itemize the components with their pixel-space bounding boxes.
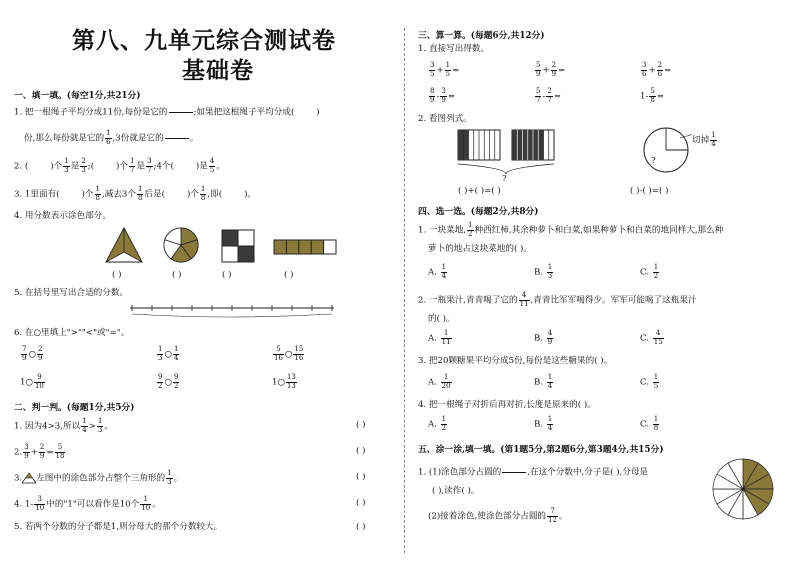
s4-q1-option-c[interactable]: C. $\frac{1}{2}$ <box>640 263 659 280</box>
section-3-heading: 三、算一算。(每题6分,共12分) <box>418 31 545 41</box>
fraction-blank[interactable] <box>165 130 189 146</box>
s3-q1: 1. 直接写出得数。 <box>418 44 490 54</box>
s1-q6: 6. 在○里填上">""<"或"="。 <box>14 328 130 338</box>
s2-q1-answer[interactable]: ( ) <box>356 420 366 430</box>
s2-q3: 3. 左图中的涂色部分占整个三角形的 $\frac{1}{3}$ 。 <box>14 469 183 486</box>
cut-label: 切掉 $\frac{1}{4}$ <box>692 131 716 148</box>
s4-q4: 4. 把一根绳子对折后再对折,长度是原来的( )。 <box>418 400 596 410</box>
q6-row2-a[interactable]: 1○ $\frac{9}{10}$ <box>20 373 44 390</box>
bar-left <box>458 130 500 160</box>
s5-q1-line2: ( ),读作( )。 <box>432 486 480 496</box>
s2-q2-answer[interactable]: ( ) <box>356 446 366 456</box>
calc-2[interactable]: $\frac{5}{9}$ + $\frac{2}{9}$ = <box>536 61 566 78</box>
s1-q4: 4. 用分数表示涂色部分。 <box>14 211 111 221</box>
q6-row1-b[interactable]: $\frac{1}{3}$ ○ $\frac{1}{4}$ <box>158 345 179 362</box>
rectangle-figure <box>274 240 336 254</box>
fraction-blank[interactable] <box>169 104 193 120</box>
s1-q3: 3. 1里面有( )个 $\frac{1}{8}$ ,减去3个 $\frac{1}{8}$ 后是( )个 $\frac{1}{8}$ ,即( )。 <box>14 185 257 202</box>
q4-answer-4[interactable]: ( ) <box>284 270 294 280</box>
s4-q4-option-c[interactable]: C. $\frac{1}{8}$ <box>640 415 659 432</box>
q4-answer-2[interactable]: ( ) <box>172 270 182 280</box>
s4-q1-line1: 1. 一块菜地, $\frac{1}{2}$ 种西红柿,其余种萝卜和白菜,如果种萝卜和白菜的地同样大,那么种 <box>418 221 724 238</box>
circle-figure <box>164 228 198 262</box>
s3-q2: 2. 看图列式。 <box>418 114 472 124</box>
s4-q2-line1: 2. 一瓶果汁,青青喝了它的 $\frac{4}{11}$ ,青青比军军喝得少。军军可能喝了这瓶果汁 <box>418 291 697 308</box>
s2-q3-answer[interactable]: ( ) <box>356 472 366 482</box>
s4-q1-option-a[interactable]: A. $\frac{1}{4}$ <box>428 263 447 280</box>
q6-row2-b[interactable]: $\frac{9}{2}$ ○ $\frac{9}{2}$ <box>158 373 179 390</box>
calc-1[interactable]: $\frac{3}{5}$ + $\frac{1}{5}$ = <box>430 61 460 78</box>
s4-q1-line2: 萝卜的地占这块菜地的( )。 <box>428 244 532 254</box>
s1-q1-line2: 份,那么每份就是它的 $\frac{1}{6}$ ,3份就是它的 。 <box>24 129 199 146</box>
square-figure <box>222 230 254 262</box>
s4-q1-option-b[interactable]: B. $\frac{1}{3}$ <box>534 263 553 280</box>
q4-answer-3[interactable]: ( ) <box>222 270 232 280</box>
s4-q3-option-c[interactable]: C. $\frac{1}{5}$ <box>640 373 659 390</box>
calc-6[interactable]: 1- $\frac{5}{8}$ = <box>640 87 665 104</box>
small-triangle-icon <box>22 473 36 484</box>
q6-row1-a[interactable]: $\frac{7}{9}$ ○ $\frac{2}{9}$ <box>22 345 43 362</box>
s3-q2-equation-2[interactable]: ( )-( )=( ) <box>630 186 669 196</box>
s1-q2: 2. ( )个 $\frac{1}{3}$ 是 $\frac{2}{3}$ ;( )个 $\frac{1}{7}$ 是 $\frac{3}{7}$ ;4个( )是 $\frac{4}{5}$ 。 <box>14 157 225 174</box>
fraction-blank[interactable] <box>502 464 526 480</box>
section-2-heading: 二、判一判。(每题1分,共5分) <box>14 403 135 413</box>
calc-4[interactable]: $\frac{8}{9}$ - $\frac{3}{9}$ = <box>430 87 456 104</box>
s4-q2-option-b[interactable]: B. $\frac{4}{9}$ <box>534 329 553 346</box>
shaded-shapes <box>104 226 340 266</box>
section-5-heading: 五、涂一涂,填一填。(第1题5分,第2题6分,第3题4分,共15分) <box>418 445 664 455</box>
bar-question-mark: ? <box>502 174 507 184</box>
s1-q5: 5. 在括号里写出合适的分数。 <box>14 288 129 298</box>
s4-q3: 3. 把20颗糖果平均分成5份,每份是这些糖果的( )。 <box>418 356 613 366</box>
q4-answer-1[interactable]: ( ) <box>112 270 122 280</box>
twelve-sector-circle[interactable] <box>710 456 776 522</box>
s4-q3-option-b[interactable]: B. $\frac{1}{4}$ <box>534 373 553 390</box>
calc-5[interactable]: $\frac{5}{7}$ - $\frac{2}{7}$ = <box>536 87 562 104</box>
s2-q4-answer[interactable]: ( ) <box>356 498 366 508</box>
s2-q1: 1. 因为4>3,所以 $\frac{1}{4}$ > $\frac{1}{3}$ 。 <box>14 417 113 434</box>
s4-q2-option-c[interactable]: C. $\frac{4}{15}$ <box>640 329 663 346</box>
s3-q2-equation-1[interactable]: ( )+( )=( ) <box>458 186 501 196</box>
s5-q2: (2)接着涂色,使涂色部分占圆的 $\frac{7}{12}$ 。 <box>428 507 568 524</box>
page-subtitle: 基础卷 <box>182 57 254 84</box>
bar-diagram <box>456 128 566 180</box>
s2-q5: 5. 若两个分数的分子都是1,则分母大的那个分数较大。 <box>14 522 223 532</box>
number-line <box>128 300 338 320</box>
q6-row1-c[interactable]: $\frac{5}{16}$ ○ $\frac{15}{16}$ <box>274 345 304 362</box>
section-1-heading: 一、填一填。(每空1分,共21分) <box>14 91 141 101</box>
page-title: 第八、九单元综合测试卷 <box>72 27 336 54</box>
s4-q4-option-a[interactable]: A. $\frac{1}{2}$ <box>428 415 447 432</box>
cut-circle <box>642 126 692 176</box>
section-4-heading: 四、选一选。(每题2分,共8分) <box>418 207 539 217</box>
triangle-figure <box>106 228 142 262</box>
s2-q4: 4. 1- $\frac{3}{10}$ 中的"1"可以看作是10个 $\frac{1}{10}$ 。 <box>14 495 161 512</box>
column-divider <box>404 28 405 553</box>
circle-question-mark: ? <box>651 156 656 166</box>
s4-q2-line2: 的( )。 <box>428 314 455 324</box>
calc-3[interactable]: $\frac{3}{6}$ + $\frac{2}{6}$ = <box>642 61 672 78</box>
s5-q1-line1: 1. (1)涂色部分占圆的 ,在这个分数中,分子是( ),分母是 <box>418 464 648 480</box>
s1-q1-line1: 1. 把一根绳子平均分成11份,每份是它的 ;如果把这根绳子平均分成( ) <box>14 104 320 120</box>
bar-right <box>512 130 554 160</box>
s4-q3-option-a[interactable]: A. $\frac{1}{20}$ <box>428 373 451 390</box>
s4-q4-option-b[interactable]: B. $\frac{1}{4}$ <box>534 415 553 432</box>
q6-row2-c[interactable]: 1○ $\frac{13}{13}$ <box>272 373 296 390</box>
s2-q5-answer[interactable]: ( ) <box>356 522 366 532</box>
s2-q2: 2. $\frac{3}{9}$ + $\frac{2}{9}$ = $\frac{5}{18}$ <box>14 443 65 460</box>
s4-q2-option-a[interactable]: A. $\frac{1}{11}$ <box>428 329 451 346</box>
